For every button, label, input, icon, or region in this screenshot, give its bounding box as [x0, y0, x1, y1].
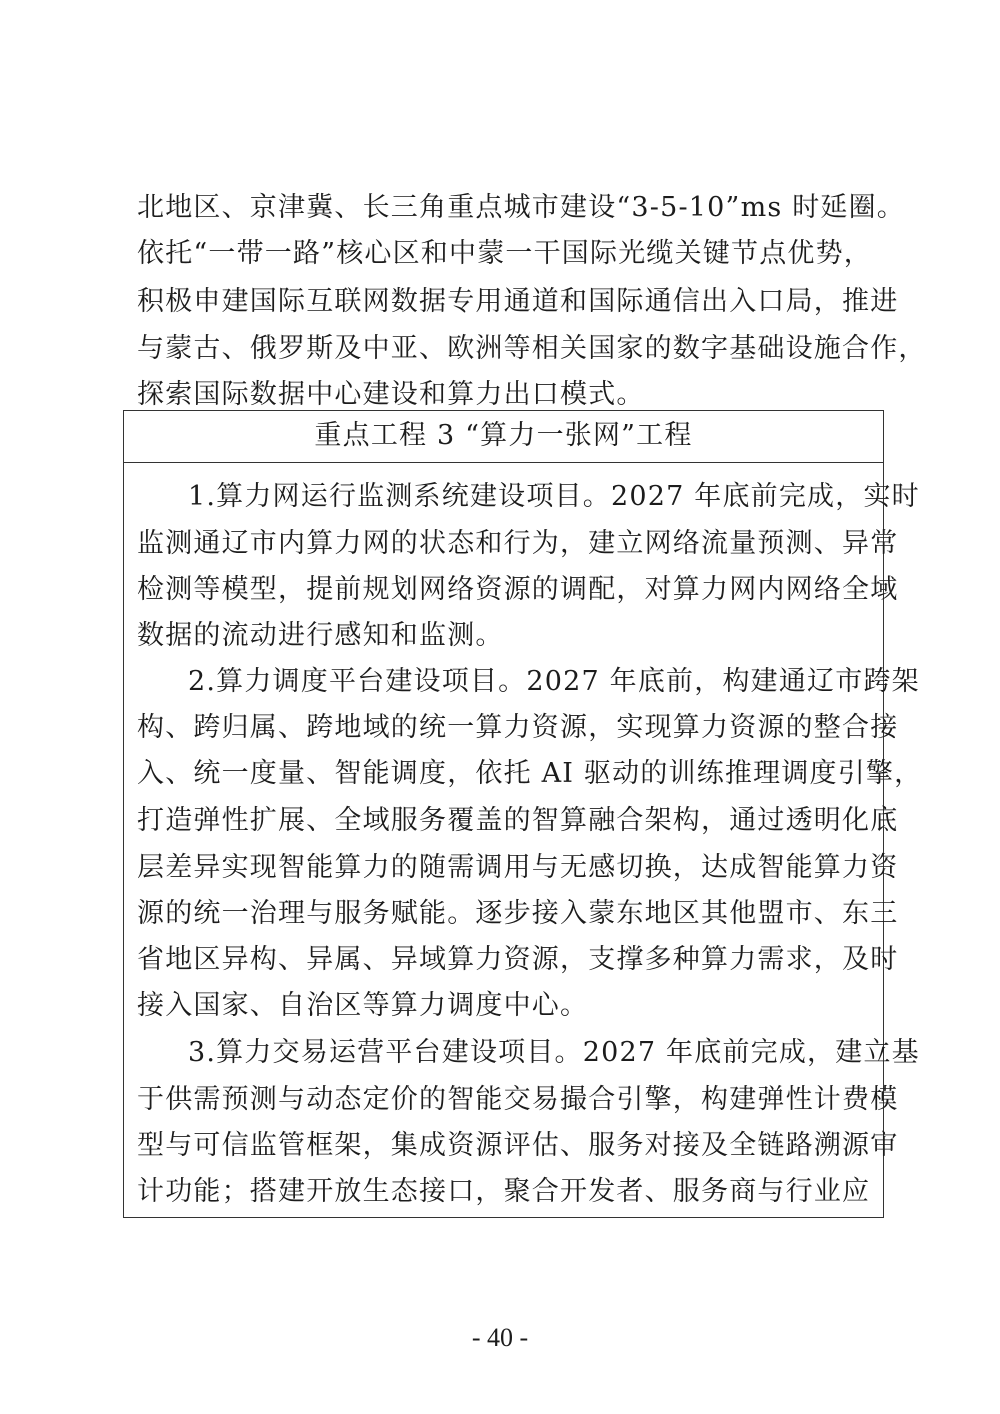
table-text-line: 型与可信监管框架，集成资源评估、服务对接及全链路溯源审 [137, 1130, 899, 1161]
table-text-line: 源的统一治理与服务赋能。逐步接入蒙东地区其他盟市、东三 [137, 898, 899, 929]
table-text-line: 检测等模型，提前规划网络资源的调配，对算力网内网络全域 [137, 574, 899, 605]
body-text-line: 探索国际数据中心建设和算力出口模式。 [137, 379, 645, 410]
table-text-line: 省地区异构、异属、异域算力资源，支撑多种算力需求，及时 [137, 944, 899, 975]
table-text-line: 于供需预测与动态定价的智能交易撮合引擎，构建弹性计费模 [137, 1084, 899, 1115]
table-text-line: 入、统一度量、智能调度，依托 AI 驱动的训练推理调度引擎， [137, 758, 923, 789]
table-text-line: 2.算力调度平台建设项目。2027 年底前，构建通辽市跨架 [188, 666, 920, 697]
table-text-line: 打造弹性扩展、全域服务覆盖的智算融合架构，通过透明化底 [137, 805, 899, 836]
table-text-line: 监测通辽市内算力网的状态和行为，建立网络流量预测、异常 [137, 528, 899, 559]
table-text-line: 层差异实现智能算力的随需调用与无感切换，达成智能算力资 [137, 852, 899, 883]
table-text-line: 3.算力交易运营平台建设项目。2027 年底前完成，建立基 [188, 1037, 920, 1068]
body-text-line: 北地区、京津冀、长三角重点城市建设“3-5-10”ms 时延圈。 [137, 192, 906, 223]
body-text-line: 积极申建国际互联网数据专用通道和国际通信出入口局，推进 [137, 286, 899, 317]
body-text-line: 与蒙古、俄罗斯及中亚、欧洲等相关国家的数字基础设施合作， [137, 333, 927, 364]
table-text-line: 计功能；搭建开放生态接口，聚合开发者、服务商与行业应 [137, 1176, 871, 1207]
page-number: - 40 - [471, 1323, 529, 1352]
table-title: 重点工程 3 “算力一张网”工程 [314, 420, 693, 451]
table-text-line: 构、跨归属、跨地域的统一算力资源，实现算力资源的整合接 [137, 712, 899, 743]
table-text-line: 接入国家、自治区等算力调度中心。 [137, 990, 589, 1021]
body-text-line: 依托“一带一路”核心区和中蒙一干国际光缆关键节点优势， [137, 238, 873, 269]
table-header-divider [124, 462, 883, 463]
table-text-line: 1.算力网运行监测系统建设项目。2027 年底前完成，实时 [188, 481, 920, 512]
table-text-line: 数据的流动进行感知和监测。 [137, 620, 504, 651]
